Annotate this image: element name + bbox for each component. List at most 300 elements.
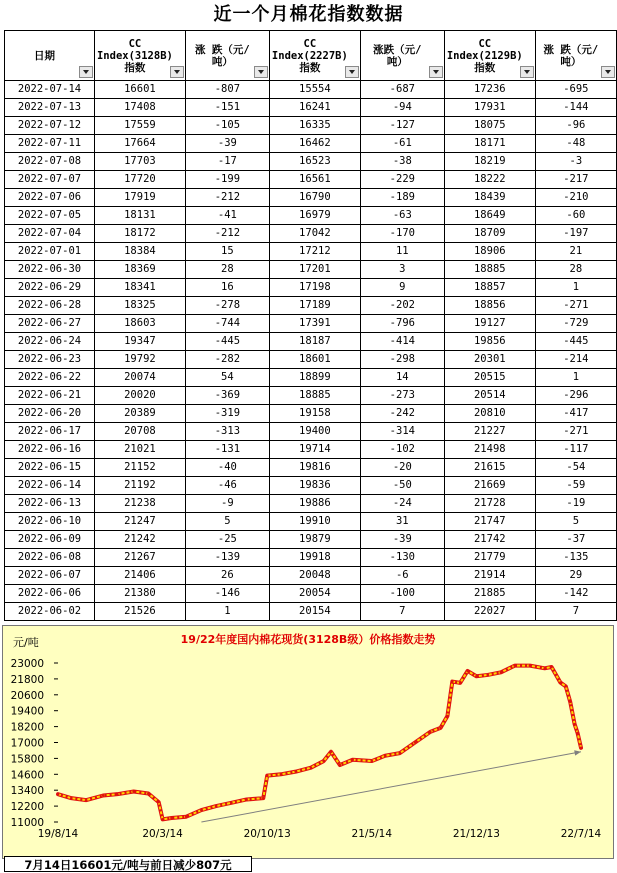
cell-change-2129b[interactable]: 1	[535, 279, 616, 297]
y-tick-label: 21800	[10, 673, 44, 686]
data-point	[573, 723, 576, 726]
cell-date[interactable]: 2022-07-13	[5, 99, 95, 117]
cell-change-2227b[interactable]: -796	[360, 315, 444, 333]
cell-index-3128b[interactable]: 18341	[94, 279, 185, 297]
cell-date[interactable]: 2022-06-07	[5, 567, 95, 585]
data-point	[384, 754, 387, 757]
x-tick-label: 19/8/14	[37, 828, 79, 840]
cell-index-3128b[interactable]: 21526	[94, 603, 185, 621]
cell-change-2227b[interactable]: -6	[360, 567, 444, 585]
cell-index-3128b[interactable]: 18369	[94, 261, 185, 279]
cell-index-3128b[interactable]: 21238	[94, 495, 185, 513]
cell-change-3128b[interactable]: -151	[185, 99, 269, 117]
x-tick-label: 21/5/14	[351, 828, 393, 840]
cell-index-2227b[interactable]: 18601	[269, 351, 360, 369]
cell-change-2227b[interactable]: 9	[360, 279, 444, 297]
cell-index-2129b[interactable]: 21615	[444, 459, 535, 477]
cell-index-2227b[interactable]: 16523	[269, 153, 360, 171]
cell-change-2227b[interactable]: -414	[360, 333, 444, 351]
cell-change-3128b[interactable]: 26	[185, 567, 269, 585]
cell-date[interactable]: 2022-07-08	[5, 153, 95, 171]
cell-change-2129b[interactable]: -214	[535, 351, 616, 369]
cell-change-2129b[interactable]: -117	[535, 441, 616, 459]
cell-change-2129b[interactable]: -197	[535, 225, 616, 243]
cell-index-2129b[interactable]: 18709	[444, 225, 535, 243]
cell-index-2129b[interactable]: 20301	[444, 351, 535, 369]
cell-change-2227b[interactable]: -170	[360, 225, 444, 243]
cell-index-2227b[interactable]: 19918	[269, 549, 360, 567]
cell-change-2227b[interactable]: -202	[360, 297, 444, 315]
cell-index-2129b[interactable]: 18439	[444, 189, 535, 207]
cell-index-3128b[interactable]: 18131	[94, 207, 185, 225]
cell-change-2227b[interactable]: 14	[360, 369, 444, 387]
data-point	[486, 674, 489, 677]
cell-change-3128b[interactable]: -282	[185, 351, 269, 369]
cell-index-2129b[interactable]: 20810	[444, 405, 535, 423]
data-point	[439, 727, 442, 730]
data-point	[157, 801, 160, 804]
cell-change-2129b[interactable]: -60	[535, 207, 616, 225]
table-row	[5, 99, 617, 117]
cell-change-3128b[interactable]: 5	[185, 513, 269, 531]
cell-index-3128b[interactable]: 20708	[94, 423, 185, 441]
cell-index-3128b[interactable]: 18325	[94, 297, 185, 315]
data-point	[70, 797, 73, 800]
cell-date[interactable]: 2022-06-16	[5, 441, 95, 459]
cell-change-3128b[interactable]: -807	[185, 81, 269, 99]
cell-index-2227b[interactable]: 17189	[269, 297, 360, 315]
data-point	[339, 764, 342, 767]
cell-change-3128b[interactable]: -278	[185, 297, 269, 315]
cell-change-2227b[interactable]: -102	[360, 441, 444, 459]
cell-change-2129b[interactable]: -271	[535, 297, 616, 315]
cell-index-2129b[interactable]: 21779	[444, 549, 535, 567]
cell-change-3128b[interactable]: -313	[185, 423, 269, 441]
cell-index-2227b[interactable]: 20048	[269, 567, 360, 585]
x-tick-label: 20/10/13	[243, 828, 291, 840]
sheet-title: 近一个月棉花指数数据	[213, 4, 404, 25]
cell-index-2227b[interactable]: 18187	[269, 333, 360, 351]
table-row	[5, 297, 617, 315]
cell-change-2129b[interactable]: -48	[535, 135, 616, 153]
cell-index-3128b[interactable]: 21152	[94, 459, 185, 477]
cell-index-2129b[interactable]: 19127	[444, 315, 535, 333]
data-point	[550, 666, 553, 669]
cell-change-2227b[interactable]: -39	[360, 531, 444, 549]
cell-change-2129b[interactable]: -59	[535, 477, 616, 495]
y-tick-label: 13400	[10, 785, 44, 798]
cell-change-2129b[interactable]: -271	[535, 423, 616, 441]
filter-dropdown-button[interactable]	[601, 66, 615, 78]
y-tick-label: 18200	[10, 721, 44, 734]
cell-change-3128b[interactable]: -199	[185, 171, 269, 189]
cell-index-3128b[interactable]: 21247	[94, 513, 185, 531]
data-point	[85, 799, 88, 802]
table-row	[5, 171, 617, 189]
cell-change-2227b[interactable]: -61	[360, 135, 444, 153]
data-point	[280, 773, 283, 776]
y-tick-label: 15800	[10, 753, 44, 766]
cell-date[interactable]: 2022-07-06	[5, 189, 95, 207]
y-tick-label: 17000	[10, 737, 44, 750]
cell-index-2129b[interactable]: 20514	[444, 387, 535, 405]
cell-change-2129b[interactable]: -729	[535, 315, 616, 333]
cell-date[interactable]: 2022-06-27	[5, 315, 95, 333]
cell-index-2129b[interactable]: 20515	[444, 369, 535, 387]
cell-change-2129b[interactable]: -19	[535, 495, 616, 513]
cell-index-2227b[interactable]: 16979	[269, 207, 360, 225]
cell-index-2227b[interactable]: 19910	[269, 513, 360, 531]
cell-index-3128b[interactable]: 21192	[94, 477, 185, 495]
cell-index-2227b[interactable]: 19158	[269, 405, 360, 423]
cell-change-3128b[interactable]: 1	[185, 603, 269, 621]
cell-index-3128b[interactable]: 20389	[94, 405, 185, 423]
filter-dropdown-button[interactable]	[170, 66, 184, 78]
cell-change-2227b[interactable]: -127	[360, 117, 444, 135]
cell-change-2227b[interactable]: -50	[360, 477, 444, 495]
cell-index-2227b[interactable]: 18885	[269, 387, 360, 405]
cell-date[interactable]: 2022-06-21	[5, 387, 95, 405]
data-point	[230, 801, 233, 804]
cell-date[interactable]: 2022-06-17	[5, 423, 95, 441]
cell-index-2129b[interactable]: 21742	[444, 531, 535, 549]
data-point	[322, 760, 325, 763]
cell-date[interactable]: 2022-06-30	[5, 261, 95, 279]
cell-change-3128b[interactable]: -146	[185, 585, 269, 603]
cell-index-3128b[interactable]: 17919	[94, 189, 185, 207]
cell-index-3128b[interactable]: 16601	[94, 81, 185, 99]
header-label: 涨 跌（元/ 吨）	[195, 43, 250, 68]
data-point	[580, 746, 583, 749]
cell-date[interactable]: 2022-06-28	[5, 297, 95, 315]
cell-index-3128b[interactable]: 17703	[94, 153, 185, 171]
cell-index-3128b[interactable]: 18384	[94, 243, 185, 261]
table-row	[5, 549, 617, 567]
cell-index-3128b[interactable]: 21380	[94, 585, 185, 603]
cell-change-2227b[interactable]: -20	[360, 459, 444, 477]
data-point	[102, 794, 105, 797]
cell-index-2227b[interactable]: 19879	[269, 531, 360, 549]
cell-date[interactable]: 2022-06-14	[5, 477, 95, 495]
cell-index-2227b[interactable]: 16335	[269, 117, 360, 135]
cell-date[interactable]: 2022-06-29	[5, 279, 95, 297]
cell-index-2129b[interactable]: 21227	[444, 423, 535, 441]
cell-index-2227b[interactable]: 16561	[269, 171, 360, 189]
cell-index-2129b[interactable]: 18857	[444, 279, 535, 297]
header-label: 涨跌（元/ 吨）	[373, 43, 422, 68]
y-tick-label: 19400	[10, 705, 44, 718]
cell-date[interactable]: 2022-06-09	[5, 531, 95, 549]
cell-change-3128b[interactable]: -39	[185, 135, 269, 153]
cell-date[interactable]: 2022-06-24	[5, 333, 95, 351]
cell-change-3128b[interactable]: -212	[185, 225, 269, 243]
cell-change-2129b[interactable]: -96	[535, 117, 616, 135]
cell-index-3128b[interactable]: 17720	[94, 171, 185, 189]
cell-index-2129b[interactable]: 21914	[444, 567, 535, 585]
table-row	[5, 603, 617, 621]
cell-index-3128b[interactable]: 17559	[94, 117, 185, 135]
cell-change-3128b[interactable]: 15	[185, 243, 269, 261]
cell-index-2129b[interactable]: 21747	[444, 513, 535, 531]
cell-date[interactable]: 2022-06-02	[5, 603, 95, 621]
cell-change-2227b[interactable]: -189	[360, 189, 444, 207]
filter-dropdown-button[interactable]	[254, 66, 268, 78]
cell-index-2129b[interactable]: 21728	[444, 495, 535, 513]
filter-dropdown-button[interactable]	[345, 66, 359, 78]
cell-change-2129b[interactable]: -417	[535, 405, 616, 423]
table-row	[5, 387, 617, 405]
cell-index-2129b[interactable]: 18885	[444, 261, 535, 279]
data-point	[294, 770, 297, 773]
cell-index-3128b[interactable]: 19347	[94, 333, 185, 351]
cell-change-2227b[interactable]: -298	[360, 351, 444, 369]
price-index-chart	[2, 625, 614, 859]
table-row	[5, 405, 617, 423]
cell-index-2227b[interactable]: 17042	[269, 225, 360, 243]
cell-change-3128b[interactable]: -46	[185, 477, 269, 495]
data-point	[459, 682, 462, 685]
data-point	[262, 797, 265, 800]
cell-date[interactable]: 2022-06-13	[5, 495, 95, 513]
data-point	[330, 750, 333, 753]
data-point	[451, 680, 454, 683]
data-point	[170, 817, 173, 820]
cell-index-3128b[interactable]: 21021	[94, 441, 185, 459]
cell-index-2227b[interactable]: 20054	[269, 585, 360, 603]
cell-index-2129b[interactable]: 21885	[444, 585, 535, 603]
cell-change-2129b[interactable]: -135	[535, 549, 616, 567]
cell-change-3128b[interactable]: 16	[185, 279, 269, 297]
cell-change-2129b[interactable]: -445	[535, 333, 616, 351]
cell-index-3128b[interactable]: 21242	[94, 531, 185, 549]
cell-index-2227b[interactable]: 19714	[269, 441, 360, 459]
cell-index-2129b[interactable]: 18222	[444, 171, 535, 189]
table-row	[5, 567, 617, 585]
data-point	[132, 790, 135, 793]
cell-index-2129b[interactable]: 18075	[444, 117, 535, 135]
header-change-2227b	[360, 31, 444, 81]
cell-change-3128b[interactable]: -25	[185, 531, 269, 549]
header-change-2129b	[535, 31, 616, 81]
cell-date[interactable]: 2022-07-14	[5, 81, 95, 99]
cell-index-2227b[interactable]: 17198	[269, 279, 360, 297]
cell-change-3128b[interactable]: -139	[185, 549, 269, 567]
data-point	[57, 793, 60, 796]
cell-date[interactable]: 2022-06-06	[5, 585, 95, 603]
cell-change-2129b[interactable]: 5	[535, 513, 616, 531]
cell-index-2227b[interactable]: 16241	[269, 99, 360, 117]
cell-change-2227b[interactable]: -242	[360, 405, 444, 423]
cell-index-2129b[interactable]: 18906	[444, 243, 535, 261]
data-point	[161, 818, 164, 821]
cell-index-2227b[interactable]: 15554	[269, 81, 360, 99]
cell-date[interactable]: 2022-07-04	[5, 225, 95, 243]
cell-change-2227b[interactable]: 11	[360, 243, 444, 261]
cell-change-2129b[interactable]: -37	[535, 531, 616, 549]
table-header-row	[5, 31, 617, 81]
cell-change-2227b[interactable]: -24	[360, 495, 444, 513]
data-point	[543, 667, 546, 670]
x-tick-label: 20/3/14	[142, 828, 183, 840]
cell-change-2129b[interactable]: -217	[535, 171, 616, 189]
cell-change-2227b[interactable]: -94	[360, 99, 444, 117]
y-axis-label: 元/吨	[13, 636, 39, 649]
table-row	[5, 531, 617, 549]
cell-change-3128b[interactable]: -212	[185, 189, 269, 207]
cell-date[interactable]: 2022-07-12	[5, 117, 95, 135]
cell-change-3128b[interactable]: 28	[185, 261, 269, 279]
cell-change-2129b[interactable]: -142	[535, 585, 616, 603]
table-row	[5, 315, 617, 333]
cell-change-3128b[interactable]: -369	[185, 387, 269, 405]
cell-change-2227b[interactable]: -38	[360, 153, 444, 171]
cell-change-2129b[interactable]: -296	[535, 387, 616, 405]
chart-svg	[3, 626, 613, 858]
cell-index-3128b[interactable]: 18172	[94, 225, 185, 243]
cell-index-3128b[interactable]: 20074	[94, 369, 185, 387]
cell-index-2227b[interactable]: 19886	[269, 495, 360, 513]
cell-change-2129b[interactable]: 7	[535, 603, 616, 621]
cell-index-2227b[interactable]: 20154	[269, 603, 360, 621]
cell-change-2129b[interactable]: -210	[535, 189, 616, 207]
cell-change-3128b[interactable]: -17	[185, 153, 269, 171]
cell-index-2129b[interactable]: 18171	[444, 135, 535, 153]
table-row	[5, 369, 617, 387]
cell-change-2227b[interactable]: 31	[360, 513, 444, 531]
cell-index-2227b[interactable]: 17391	[269, 315, 360, 333]
data-point	[500, 671, 503, 674]
data-point	[576, 732, 579, 735]
cell-date[interactable]: 2022-06-23	[5, 351, 95, 369]
cell-change-3128b[interactable]: -105	[185, 117, 269, 135]
data-point	[529, 664, 532, 667]
data-point	[564, 685, 567, 688]
cell-change-2227b[interactable]: -273	[360, 387, 444, 405]
cell-change-2129b[interactable]: -3	[535, 153, 616, 171]
cell-index-2227b[interactable]: 16462	[269, 135, 360, 153]
cell-change-3128b[interactable]: -40	[185, 459, 269, 477]
cell-index-3128b[interactable]: 19792	[94, 351, 185, 369]
data-point	[559, 681, 562, 684]
cell-index-3128b[interactable]: 17664	[94, 135, 185, 153]
cell-change-2129b[interactable]: -695	[535, 81, 616, 99]
cell-change-2129b[interactable]: 21	[535, 243, 616, 261]
cell-index-2129b[interactable]: 19856	[444, 333, 535, 351]
cell-date[interactable]: 2022-06-20	[5, 405, 95, 423]
data-point	[351, 758, 354, 761]
cell-index-2129b[interactable]: 22027	[444, 603, 535, 621]
header-date	[5, 31, 95, 81]
cell-change-2227b[interactable]: -63	[360, 207, 444, 225]
cell-date[interactable]: 2022-06-08	[5, 549, 95, 567]
filter-dropdown-button[interactable]	[79, 66, 93, 78]
cell-change-2227b[interactable]: 7	[360, 603, 444, 621]
cell-date[interactable]: 2022-07-05	[5, 207, 95, 225]
table-row	[5, 225, 617, 243]
data-point	[398, 752, 401, 755]
cotton-index-table	[4, 30, 617, 621]
cell-index-3128b[interactable]: 21406	[94, 567, 185, 585]
cell-index-2227b[interactable]: 17201	[269, 261, 360, 279]
cell-change-3128b[interactable]: -744	[185, 315, 269, 333]
cell-change-3128b[interactable]: -445	[185, 333, 269, 351]
trendline	[201, 752, 581, 822]
cell-index-2129b[interactable]: 21669	[444, 477, 535, 495]
cell-date[interactable]: 2022-06-10	[5, 513, 95, 531]
table-row	[5, 459, 617, 477]
cell-date[interactable]: 2022-07-01	[5, 243, 95, 261]
cell-index-2227b[interactable]: 19816	[269, 459, 360, 477]
data-point	[147, 792, 150, 795]
chart-title: 19/22年度国内棉花现货(3128B级）价格指数走势	[180, 633, 436, 646]
cell-change-2227b[interactable]: -314	[360, 423, 444, 441]
cell-index-3128b[interactable]: 21267	[94, 549, 185, 567]
cell-index-2227b[interactable]: 19400	[269, 423, 360, 441]
data-point	[466, 670, 469, 673]
series-line-inner	[58, 666, 581, 820]
cell-change-3128b[interactable]: -41	[185, 207, 269, 225]
table-row	[5, 207, 617, 225]
header-label: 涨 跌（元/ 吨）	[543, 43, 599, 68]
cell-change-2129b[interactable]: -144	[535, 99, 616, 117]
cell-date[interactable]: 2022-06-15	[5, 459, 95, 477]
table-row	[5, 585, 617, 603]
cell-index-2129b[interactable]: 18219	[444, 153, 535, 171]
cell-date[interactable]: 2022-06-22	[5, 369, 95, 387]
cell-change-2227b[interactable]: -229	[360, 171, 444, 189]
cell-change-2129b[interactable]: 28	[535, 261, 616, 279]
data-point	[116, 793, 119, 796]
cell-index-3128b[interactable]: 20020	[94, 387, 185, 405]
cell-change-2129b[interactable]: 29	[535, 567, 616, 585]
cell-index-2227b[interactable]: 16790	[269, 189, 360, 207]
cell-date[interactable]: 2022-07-07	[5, 171, 95, 189]
data-point	[371, 760, 374, 763]
filter-dropdown-button[interactable]	[520, 66, 534, 78]
table-row	[5, 333, 617, 351]
cell-date[interactable]: 2022-07-11	[5, 135, 95, 153]
cell-change-2227b[interactable]: 3	[360, 261, 444, 279]
filter-dropdown-button[interactable]	[429, 66, 443, 78]
cell-change-3128b[interactable]: -131	[185, 441, 269, 459]
data-point	[215, 805, 218, 808]
cell-index-2129b[interactable]: 17931	[444, 99, 535, 117]
cell-change-3128b[interactable]: 54	[185, 369, 269, 387]
cell-change-3128b[interactable]: -319	[185, 405, 269, 423]
cell-index-2129b[interactable]: 18649	[444, 207, 535, 225]
cell-change-3128b[interactable]: -9	[185, 495, 269, 513]
data-point	[513, 664, 516, 667]
x-tick-label: 21/12/13	[452, 828, 500, 840]
cell-index-2129b[interactable]: 21498	[444, 441, 535, 459]
cell-index-2129b[interactable]: 17236	[444, 81, 535, 99]
summary-note: 7月14日16601元/吨与前日减少807元	[4, 856, 252, 872]
cell-index-3128b[interactable]: 17408	[94, 99, 185, 117]
cell-index-2227b[interactable]: 19836	[269, 477, 360, 495]
table-row	[5, 477, 617, 495]
cell-change-2129b[interactable]: 1	[535, 369, 616, 387]
cell-change-2227b[interactable]: -100	[360, 585, 444, 603]
cell-index-2129b[interactable]: 18856	[444, 297, 535, 315]
cell-index-2227b[interactable]: 18899	[269, 369, 360, 387]
cell-change-2227b[interactable]: -687	[360, 81, 444, 99]
cell-change-2129b[interactable]: -54	[535, 459, 616, 477]
cell-change-2227b[interactable]: -130	[360, 549, 444, 567]
cell-index-2227b[interactable]: 17212	[269, 243, 360, 261]
cell-index-3128b[interactable]: 18603	[94, 315, 185, 333]
y-tick-label: 20600	[10, 689, 44, 702]
data-point	[569, 700, 572, 703]
